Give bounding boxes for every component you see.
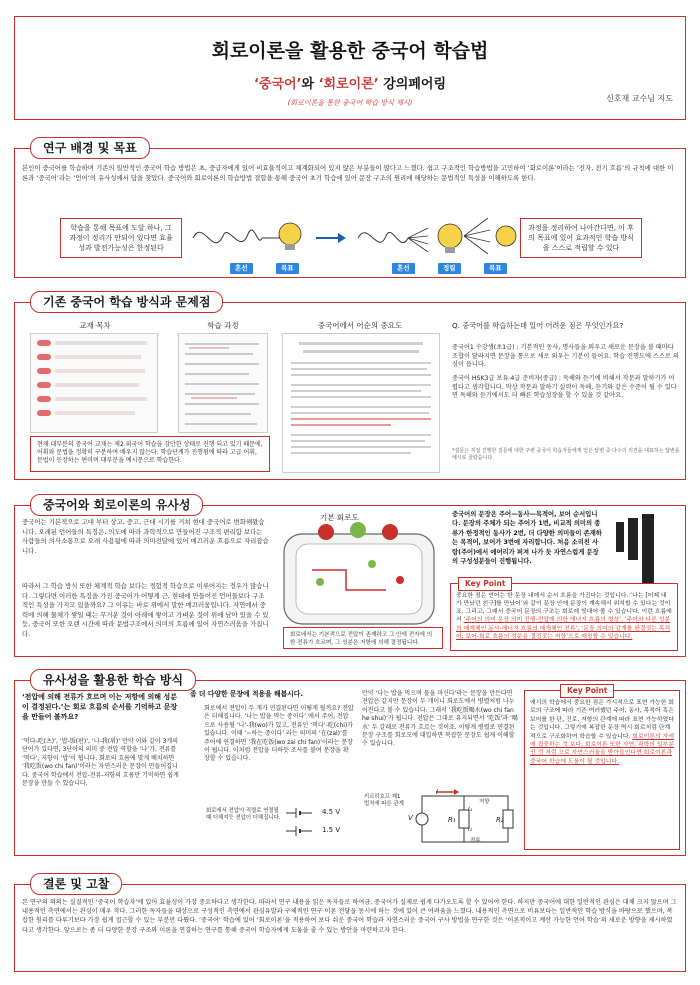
kirchhoff-caption: 키르히호프 제1 법칙에 따른 관계 — [364, 794, 404, 808]
method-col2-text: 회로에서 전압이 두 개가 연결된다면 어떻게 될까요? 전압은 더해집니다. ‘나는 밥을 먹는 중이다’ 에서 주어, 전압으로 사용될 ‘나’-我(wo)가 있고, 전류인 ‘먹다’-吃(chi)가 있습니다. 이때 ‘~하는 중이다’ 라는 의미의 ‘在(zai)’를 주어에 연결하면 ‘我在吃饭(wo zai chi fan)’이라는 문장이 됩니다. 이처럼 전압을 더하듯 조사를 붙여 문장을 확장할 수 있습니다. — [204, 705, 354, 763]
left-note-box: 학습을 통해 목표에 도달 하나, 그 과정이 정리가 안되어 있다면 효율성과 발전가능성은 한정된다 — [60, 218, 182, 258]
section-title-method: 유사성을 활용한 학습 방식 — [30, 669, 196, 691]
right-note-box: 과정을 정리하여 나아간다면, 이 후의 목표에 있어 효과적인 학습 방식을 스스로 적립할 수 있다 — [520, 218, 642, 258]
background-text: 본인이 중국어를 학습하며 기존의 일반적인 중국어 학습 방법은 초, 중급자에게 있어 비효율적이고 체계화되어 있지 않은 부분들이 많다고 느꼈다. 쉽고 구조적인 학습방법을 고민하여 ‘회로이론’이라는 ‘전자, 전기 흐름’의 규칙에 대한 이론과 ‘중국어’라는 ‘언어’의 유사성에서 답을 찾았다. 중국어와 회로이론의 학습방법 결합을 통해 중국어 초기 학습에 있어 문장 구조의 원리에 해당하는 문법적인 특성을 이해하도록 한다. — [22, 164, 674, 182]
keypoint-highlight: ‘주어의 의미 문장 의미 진행-전압에 의한 에너지 흐름의 형성’, ‘주어와 다른 성분의 매개체인 동사-에너지 흐름의 매개체인 전류’, ‘문장 의미의 감계를 완결짓는 목적어, 보어-회로 흐름의 성분을 결정짓는 저항’으로 매칭할 수 있습니다. — [456, 617, 671, 640]
keypoint-label: Key Point — [458, 577, 512, 591]
subtitle-connector: 와 — [301, 76, 319, 92]
subtitle-note: (회로이론을 통한 중국어 학습 방식 제시) — [287, 99, 413, 108]
tag-goal-1: 목표 — [276, 263, 299, 274]
keypoint-plain: 중요한 점은 언어는 한 문장 내에서 순서 흐름을 가진다는 것입니다. — [456, 593, 629, 599]
existing-method-note: 현재 대부분의 중국어 교재는 제2 외국어 학습을 감안한 상태로 진행 되고 있기 때문에, 어휘와 문법을 정확히 구분하여 배우지 않는다. 학습단계가 진행됨에 따라 고급 어휘, 문법이 등장하는 편이며 대부분을 예시문으로 학습한다. — [30, 436, 270, 472]
col-head-toc: 교재 목차 — [79, 321, 111, 330]
col-head-question: Q. 중국어를 학습하는데 있어 어려운 점은 무엇인가요? — [452, 321, 624, 330]
section-title-background: 연구 배경 및 목표 — [30, 137, 150, 159]
circuit-caption: 회로에서는 기본적으로 전압이 존재하고 그 안에 전자에 의한 전류가 흐르며, 그 성분은 저항에 의해 결정됩니다. — [283, 627, 443, 649]
col-head-word-order: 중국어에서 어순의 중요도 — [317, 321, 403, 330]
survey-footnote: *설문은 직접 진행한 질문에 대한 주변 중국어 학습자들에게 얻은 답변 중 다수의 의견을 대표하는 답변을 예시로 골랐습니다. — [452, 448, 680, 461]
method-col3-text: 만약 ‘나는 밥을 먹으며 물을 마신다’라는 문장을 만든다면 전압은 같지만 문장이 두 개이니 회로도에서 병렬처럼 나누어진다고 볼 수 있습니다. 그래서 ‘我吃饭喝水(wo chi fan he shui)’가 됩니다. 전압은 그대로 유지되면서 ‘吃饭’과 ‘喝水’ 두 갈래로 전류가 흐르는 것이죠. 이렇게 병렬로 연결된 문장 구조를 회로도에 대입하면 복잡한 문장도 쉽게 이해할 수 있습니다. — [362, 690, 518, 748]
section-title-conclusion: 결론 및 고찰 — [30, 873, 122, 895]
sentence-order-text: 중국어의 문장은 주어—동사—목적어, 보어 순서입니다. 문장의 주체가 되는 주어가 1번, 비교적 의미의 종류가 한정적인 동사가 2번, 더 다양한 의미들이 존재하는 목적어, 보어가 3번에 자리합니다. 처음 소리친 사람(주어)에서 에어리가 퍼져 나가 듯 자연스럽게 문장의 구성성분들이 진행됩니다. — [452, 511, 602, 566]
keypoint-2-highlight: 회로이론의 자세에 집중하는 것 보다, 회로이론 또한 자연, 과학의 일부분인 것 처럼 으로 자연스러움을 받아들인다면 회로이론과 중국어 학습에 도움이 될 것입니다. — [530, 733, 674, 765]
survey-answer-intermediate: 중국어 HSK3급 보유 4급 준비자(중급) : 독해와 듣기에 비해서 작문과 말하기가 어렵다고 생각합니다. 막상 작문과 말하기 실력이 독해, 듣기와 같은 수준이 될 수 있다면 독해와 듣기에서도 더 빠른 학습성장을 할 수 있을 것 같아요. — [452, 375, 677, 400]
subtitle-end: 강의페어링 — [378, 76, 447, 92]
keypoint-box-2 — [524, 690, 680, 850]
label-voltage-v: V — [408, 814, 413, 822]
survey-answer-beginner: 중국어1 수강생(초1급) : 기본적인 동사, 명사들을 외우고 새로운 문장을 볼 때마다 조합이 달라지면 문장을 통으로 새로 외우는 기분이 들어요. 학습 진행도에 스스로 의심이 듭니다. — [452, 344, 679, 369]
col-head-process: 학습 과정 — [207, 321, 239, 330]
keypoint-text: ‘나는 [어제 내가 만났던 친구]를 만났어’와 같이 문장 안에 문장이 계속해서 위치할 수 있다는 것이죠. 그리고, 그래서 중국어 문장의 구조는 회로에 빗대어 볼 수 있습니다. 이런 흐름에서 — [456, 593, 672, 624]
label-resistance: 저항 — [479, 799, 490, 805]
page-subtitle — [15, 76, 685, 94]
section-title-existing: 기존 중국어 학습 방식과 문제점 — [30, 291, 223, 313]
label-current: 전류 — [470, 838, 481, 844]
similarity-text-1: 중국어는 기본적으로 고대 부터 상고, 중고, 근대 시기를 거쳐 현대 중국어로 변화해왔습니다. 오래된 언어들의 특징은, 의도에 따라 과학적으로 만들어진 구조적 편리함 보다는 사람들의 의사소통으로 오래 사용됨에 따라 의미전달에 있어 매끄러운 흐름으로 자리잡습니다. — [22, 518, 269, 555]
survey-answers — [452, 344, 680, 406]
label-i2: I₂ — [468, 826, 473, 833]
bulb-icon — [279, 223, 301, 245]
advisor: 신호재 교수님 지도 — [606, 94, 673, 104]
circuit-cell-diagram — [276, 520, 446, 638]
tag-confusion-1: 혼선 — [230, 263, 253, 274]
page-title: 회로이론을 활용한 중국어 학습법 — [211, 40, 489, 62]
textbook-toc-image — [30, 333, 158, 433]
label-r2: R₂ — [496, 816, 504, 824]
similarity-text-2: 따라서 그 학습 방식 또한 체계적 학습 보다는 경험적 학습으로 이루어지는 경우가 많습니다. 그렇다면 이러한 특징을 가진 중국어가 어떻게 근, 현대에 만들어진 언어들보다 구조적인 특성을 가지고 있을까요? 그 이유는 바로 위에서 말한 매끄러움입니다. 자연에서 중력에 의해 물체가 쌓일 때는 무거운 것이 아래에 쌓이고 가벼운 것이 위에 남아 있을 수 있듯, 중국어 또한 오랜 시간에 따라 문법구조에서 의미의 흐름에 있어 자연스러움을 가집니다. — [22, 582, 269, 639]
idea-diagram — [188, 208, 518, 268]
title-box — [14, 16, 686, 120]
study-notes-image — [178, 333, 268, 433]
keypoint-label-2: Key Point — [560, 684, 614, 698]
method-col2-heading: 좀 더 다양한 문장에 적용을 해봅시다. — [190, 690, 303, 698]
method-question: ‘전압에 의해 전류가 흐르며 이는 저항에 의해 성분이 결정된다.’는 회로 흐름의 순서를 기억하고 문장을 만들어 볼까요? — [22, 693, 178, 722]
bar-glyph-image — [610, 512, 672, 592]
formula-caption: 회로에서 전압이 직렬로 연결될 때 더해지듯 전압이 더해집니다. — [206, 808, 281, 822]
voltage-label-1: 4.5 V — [322, 808, 341, 816]
tag-goal-2: 목표 — [484, 263, 507, 274]
label-current-i: I — [436, 788, 439, 796]
method-col1-text: ‘먹다-吃(츠)’, ‘밥-饭(판)’, ‘나-我(워)’ 만약 이와 같이 3개의 단어가 있다면, 3단어의 의미 중 전압 역할을 ‘나’가, 전류를 ‘먹다’, 저항이 ‘밥’이 됩니다. 회로의 흐름에 맞게 배치하면 ‘我吃饭(wo chi fan)’이라는 자연스러운 문장이 만들어집니다. 중국어 학습에서 전압-전류-저항의 흐름만 기억하면 쉽게 문장을 만들 수 있습니다. — [22, 738, 179, 787]
tag-establish: 정립 — [438, 263, 461, 274]
word-order-article-image — [282, 333, 440, 473]
label-i1: I₁ — [468, 806, 473, 813]
label-r1: R₁ — [448, 816, 456, 824]
section-title-similarity: 중국어와 회로이론의 유사성 — [30, 494, 203, 516]
keypoint-box — [450, 583, 678, 651]
conclusion-text: 본 연구의 의의는 실질적인 ‘중국어 학습자’에 있어 효율성이 가장 중요하다고 생각한다. 따라서 연구 내용을 읽은 독자들로 하여금, 중국어가 실제로 쉽게 다가오도록 할 수 있어야 한다. 하지만 중국어에 대한 일반적인 관심은 대체 크지 않으며 그 내용적인 측면에서는 관심이 매우 작다. 그러한 독자들을 대상으로 구성적인 측면에서 관심유발과 구체적인 연구 이론 전달을 동시에 하는 것에 있어 큰 어려움을 느꼈다. 내용적인 측면으로 비유보다는 일반적인 학습 방식을 바탕으로 했으며, 복잡한 원리를 다루기보다 가장 쉽게 접근할 수 있는 부분만 다뤘다. ‘중국어’ 학습에 있어 ‘회로이론’을 적용하여 보다 쉬운 중국어 학습과 자연스러운 중국어 구사 방법을 연구한 것은 ‘이론적이고 계산 가능한 언어 학습’의 새로운 방향을 제시하였다고 생각한다. 앞으로는 좀 더 다양한 문장 구조와 이론을 연결하는 연구를 통해 중국어 학습자에게 도움을 줄 수 있는 방안을 마련하고자 한다. — [22, 899, 677, 934]
subtitle-circuit: ‘회로이론’ — [318, 76, 379, 92]
diagram-label: 기본 회로도 — [320, 513, 359, 522]
battery-diagram — [282, 805, 322, 841]
voltage-label-2: 1.5 V — [322, 826, 341, 834]
keypoint-2-text: 예시의 학습에서 중요한 점은 가시적으로 표현 가능한 회로의 구조에 따라 기존 여러했던 주어, 동사, 목적어 혹은 보어를 한 단, 진로, 저항의 관계에 따라 표현 가능하였다는 것입니다. 그렇기에 복잡한 문장 역시 회로처럼 단계적으로 구조화하여 학습할 수 있습니다. — [530, 700, 674, 740]
subtitle-chinese: ‘중국어’ — [253, 76, 302, 92]
tag-confusion-2: 혼선 — [392, 263, 415, 274]
